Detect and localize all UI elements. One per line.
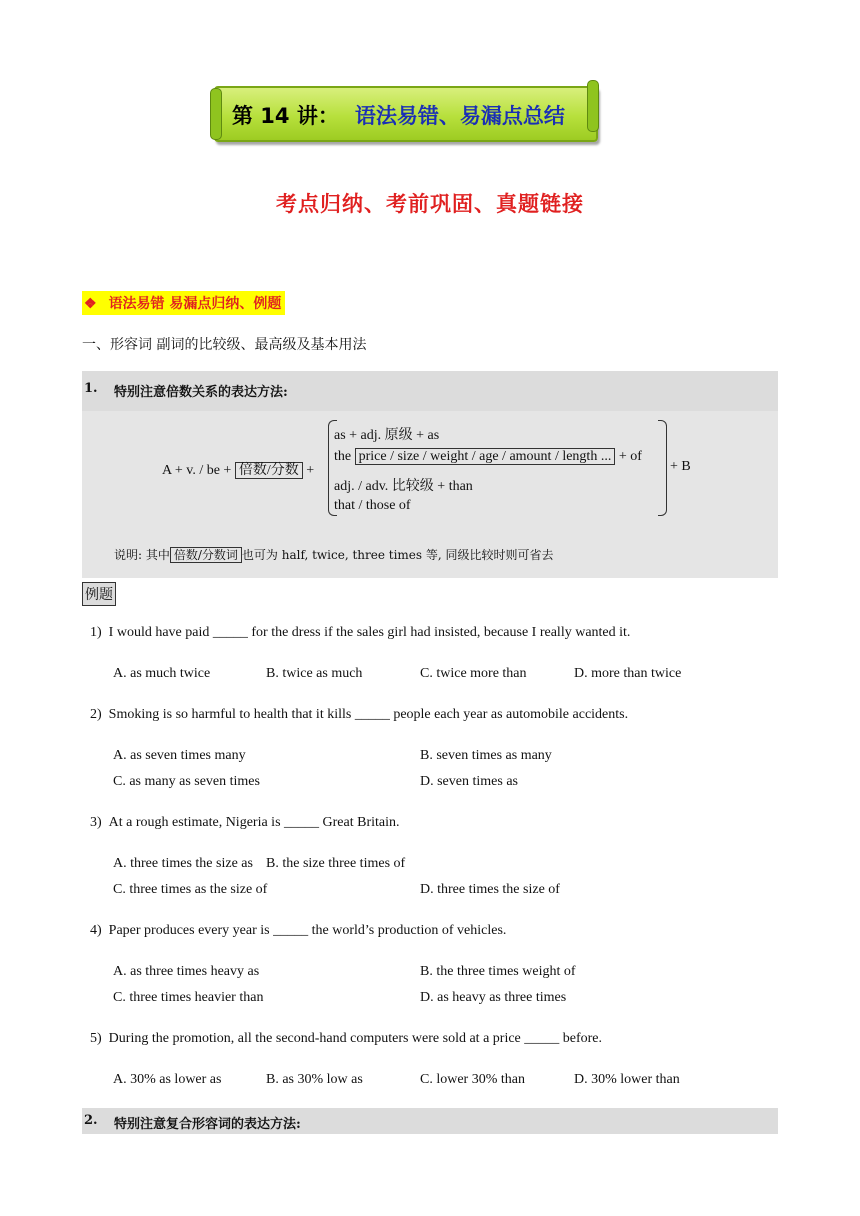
page-title: [232, 100, 565, 130]
formula-right: + B: [670, 459, 691, 474]
q4-option-d: D. as heavy as three times: [420, 990, 567, 1005]
q5-option-b: B. as 30% low as: [266, 1072, 363, 1087]
note-pre: 说明: 其中: [114, 548, 170, 562]
formula-left-text: A + v. / be +: [162, 463, 232, 478]
question-number: 4): [90, 923, 102, 938]
question-number: 1): [90, 625, 102, 640]
question-5: [90, 1031, 602, 1047]
q5-option-c: C. lower 30% than: [420, 1072, 525, 1087]
question-number: 2): [90, 707, 102, 722]
point1-number: 1.: [84, 381, 98, 396]
formula-nouns-box: price / size / weight / age / amount / length ...: [355, 448, 616, 465]
formula-row-3: adj. / adv. 比较级 + than: [334, 479, 473, 494]
q2-option-b: B. seven times as many: [420, 748, 552, 763]
q3-option-a: A. three times the size as: [113, 856, 253, 871]
lecture-number: 第 14 讲：: [232, 104, 339, 128]
question-number: 3): [90, 815, 102, 830]
formula-row-4: that / those of: [334, 498, 411, 513]
question-3: [90, 815, 400, 831]
formula-row-1: as + adj. 原级 + as: [334, 428, 440, 443]
right-brace: [658, 420, 667, 516]
formula-row-2-post: + of: [618, 449, 642, 464]
part-heading: 一、形容词 副词的比较级、最高级及基本用法: [82, 337, 367, 353]
banner-scroll-left: [210, 88, 222, 140]
example-label: 例题: [82, 582, 116, 606]
point2-number: 2.: [84, 1113, 98, 1128]
q4-option-a: A. as three times heavy as: [113, 964, 260, 979]
q5-option-d: D. 30% lower than: [574, 1072, 680, 1087]
note-post: 也可为 half, twice, three times 等, 同级比较时则可省去: [241, 548, 554, 562]
subtitle: 考点归纳、考前巩固、真题链接: [276, 191, 584, 216]
q5-option-a: A. 30% as lower as: [113, 1072, 222, 1087]
section-heading: [82, 291, 285, 315]
question-1: [90, 625, 630, 641]
formula-note: [114, 546, 554, 563]
q4-option-b: B. the three times weight of: [420, 964, 576, 979]
question-stem: Smoking is so harmful to health that it kills _____ people each year as automobile accidents.: [108, 707, 629, 722]
q1-option-b: B. twice as much: [266, 666, 363, 681]
formula-multiple-box: 倍数/分数: [235, 462, 303, 479]
formula-row-2-pre: the: [334, 449, 352, 464]
point1-title: 特别注意倍数关系的表达方法:: [114, 385, 288, 400]
question-number: 5): [90, 1031, 102, 1046]
formula-row-2: [334, 449, 642, 465]
q2-option-c: C. as many as seven times: [113, 774, 260, 789]
question-stem: During the promotion, all the second-hand computers were sold at a price _____ before.: [108, 1031, 603, 1046]
lecture-topic: 语法易错、易漏点总结: [354, 104, 565, 128]
question-4: [90, 923, 506, 939]
question-stem: At a rough estimate, Nigeria is _____ Great Britain.: [108, 815, 400, 830]
q1-option-d: D. more than twice: [574, 666, 682, 681]
formula-left: [162, 459, 314, 479]
banner-scroll-right: [587, 80, 599, 132]
q3-option-c: C. three times as the size of: [113, 882, 268, 897]
question-stem: I would have paid _____ for the dress if the sales girl had insisted, because I really wanted it.: [108, 625, 631, 640]
q1-option-c: C. twice more than: [420, 666, 527, 681]
note-boxed-term: 倍数/分数词: [170, 547, 242, 563]
q1-option-a: A. as much twice: [113, 666, 211, 681]
question-stem: Paper produces every year is _____ the world’s production of vehicles.: [108, 923, 507, 938]
q3-option-d: D. three times the size of: [420, 882, 560, 897]
formula-plus: +: [306, 463, 315, 478]
section-heading-text: 语法易错 易漏点归纳、例题: [108, 296, 282, 312]
diamond-bullet-icon: ❖: [84, 296, 97, 312]
q2-option-a: A. as seven times many: [113, 748, 246, 763]
q4-option-c: C. three times heavier than: [113, 990, 264, 1005]
point2-title: 特别注意复合形容词的表达方法:: [114, 1117, 301, 1132]
q3-option-b: B. the size three times of: [266, 856, 406, 871]
q2-option-d: D. seven times as: [420, 774, 518, 789]
question-2: [90, 707, 628, 723]
